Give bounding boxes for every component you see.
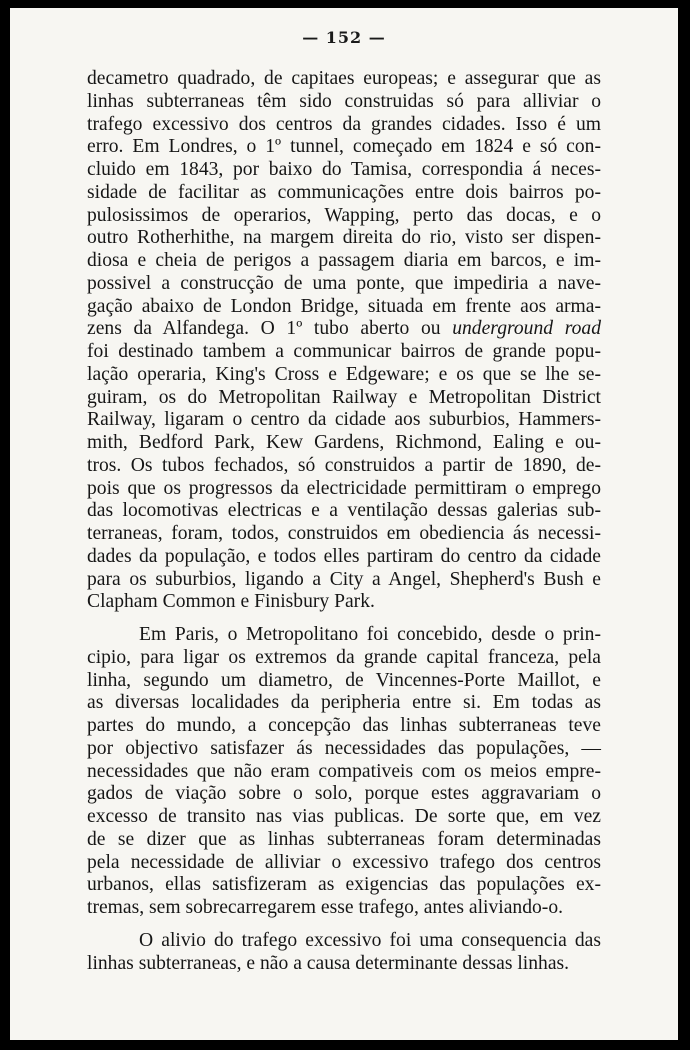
text-line: excesso de transito nas vias publicas. De sorte que, em vez xyxy=(87,806,601,827)
text-line: sidade de facilitar as communicações entre dois bairros po- xyxy=(87,181,601,203)
text-line: por objectivo satisfazer ás necessidades das populações, — xyxy=(87,737,601,759)
text-line: Railway, ligaram o centro da cidade aos suburbios, Hammers- xyxy=(87,409,601,431)
text-line: Clapham Common e Finisbury Park. xyxy=(87,591,375,613)
text-line: lação operaria, King's Cross e Edgeware; e os que se lhe se- xyxy=(87,363,601,385)
text-line: tros. Os tubos fechados, só construidos a partir de 1890, de- xyxy=(87,454,601,476)
text-line: para os suburbios, ligando a City a Angel, Shepherd's Bush e xyxy=(87,568,601,590)
body-text xyxy=(87,68,601,975)
text-line: urbanos, ellas satisfizeram as exigencias das populações ex- xyxy=(87,874,601,896)
text-line: cipio, para ligar os extremos da grande capital franceza, pela xyxy=(87,646,601,668)
text-line: partes do mundo, a concepção das linhas subterraneas teve xyxy=(87,715,601,736)
text-line: erro. Em Londres, o 1º tunnel, começado em 1824 e só con- xyxy=(87,136,601,158)
paragraph-2 xyxy=(87,624,601,920)
text-line: linha, segundo um diametro, de Vincennes-Porte Maillot, e xyxy=(87,669,601,691)
text-line: terraneas, foram, todos, construidos em obediencia ás necessi- xyxy=(87,523,601,544)
page-number: — 152 — xyxy=(302,28,386,47)
italic-phrase: underground road xyxy=(452,318,601,340)
text-line: diosa e cheia de perigos a passagem diaria em barcos, e im- xyxy=(87,250,601,271)
book-page xyxy=(10,8,678,1040)
text-line: foi destinado tambem a communicar bairros de grande popu- xyxy=(87,341,601,362)
paragraph-3 xyxy=(87,930,601,976)
text-line: linhas subterraneas, e não a causa determinante dessas linhas. xyxy=(87,952,570,974)
text-line: gação abaixo de London Bridge, situada em frente aos arma- xyxy=(87,295,601,317)
paragraph-1 xyxy=(87,68,601,614)
text-line: outro Rotherhithe, na margem direita do rio, visto ser dispen- xyxy=(87,227,601,249)
text-line: das locomotivas electricas e a ventilação dessas galerias sub- xyxy=(87,500,601,522)
text-line: tremas, sem sobrecarregarem esse trafego, antes aliviando-o. xyxy=(87,897,564,918)
text-line: Em Paris, o Metropolitano foi concebido, desde o prin- xyxy=(139,624,601,645)
text-segment: zens da Alfandega. O 1º tubo aberto ou xyxy=(87,318,453,340)
text-line: gados de viação sobre o solo, porque estes aggravariam o xyxy=(87,783,601,805)
text-line: decametro quadrado, de capitaes europeas; e assegurar que as xyxy=(87,68,601,89)
text-line: as diversas localidades da peripheria entre si. Em todas as xyxy=(87,692,601,714)
text-line: mith, Bedford Park, Kew Gardens, Richmond, Ealing e ou- xyxy=(87,432,601,453)
text-line: O alivio do trafego excessivo foi uma consequencia das xyxy=(139,929,601,951)
text-line: possivel a construcção de uma ponte, que impediria a nave- xyxy=(87,272,601,294)
text-line: trafego excessivo dos centros da grandes cidades. Isso é um xyxy=(87,113,601,135)
text-line: linhas subterraneas têm sido construidas só para alliviar o xyxy=(87,90,601,112)
text-line: pois que os progressos da electricidade permittiram o emprego xyxy=(87,477,601,499)
text-line: guiram, os do Metropolitan Railway e Metropolitan District xyxy=(87,386,601,408)
text-line-with-italic xyxy=(87,318,601,341)
text-line: pela necessidade de alliviar o excessivo trafego dos centros xyxy=(87,851,601,873)
text-line: cluido em 1843, por baixo do Tamisa, correspondia á neces- xyxy=(87,159,601,180)
text-line: necessidades que não eram compativeis com os meios empre- xyxy=(87,760,601,782)
text-line: dades da população, e todos elles partiram do centro da cidade xyxy=(87,545,601,567)
text-line: de se dizer que as linhas subterraneas foram determinadas xyxy=(87,828,601,850)
text-line: pulosissimos de operarios, Wapping, perto das docas, e o xyxy=(87,204,601,226)
